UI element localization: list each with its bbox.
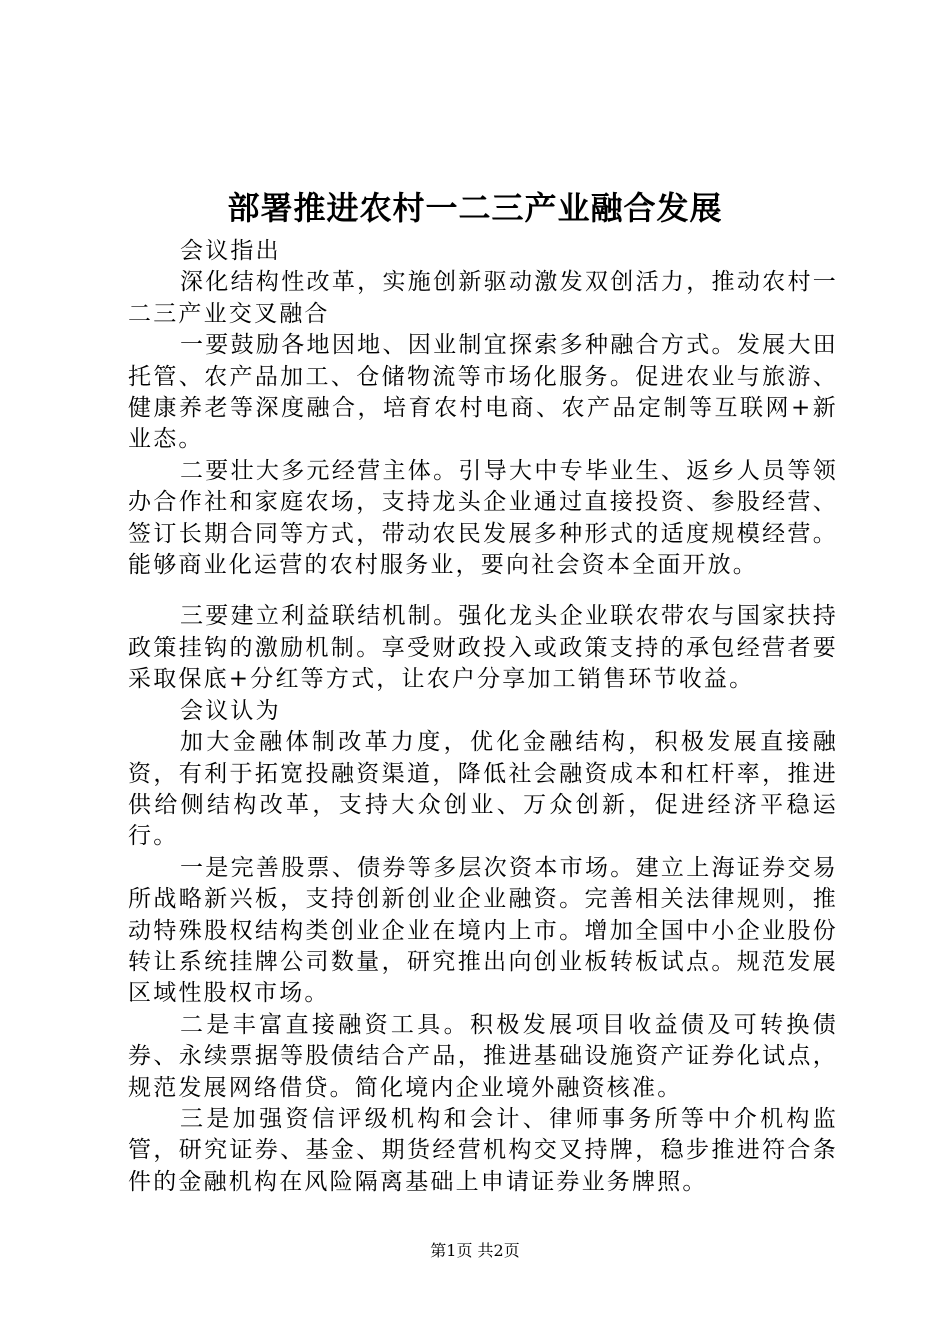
- paragraph-structural-reform: 深化结构性改革，实施创新驱动激发双创活力，推动农村一二三产业交叉融合: [128, 269, 838, 327]
- paragraph-meeting-pointed-out: 会议指出: [180, 238, 281, 264]
- paragraph-second-requirement: 二要壮大多元经营主体。引导大中专毕业生、返乡人员等领办合作社和家庭农场，支持龙头企业通过直接投资、参股经营、签订长期合同等方式，带动农民发展多种形式的适度规模经营。能够商业化运营的农村服务业，要向社会资本全面开放。: [128, 457, 838, 579]
- page-number-footer: 第1页 共2页: [430, 1241, 520, 1260]
- paragraph-third-requirement: 三要建立利益联结机制。强化龙头企业联农带农与国家扶持政策挂钩的激励机制。享受财政投入或政策支持的承包经营者要采取保底+分红等方式，让农户分享加工销售环节收益。: [128, 603, 838, 693]
- paragraph-financing-tools: 二是丰富直接融资工具。积极发展项目收益债及可转换债券、永续票据等股债结合产品，推进基础设施资产证券化试点，规范发展网络借贷。简化境内企业境外融资核准。: [128, 1011, 838, 1101]
- paragraph-first-requirement: 一要鼓励各地因地、因业制宜探索多种融合方式。发展大田托管、农产品加工、仓储物流等市场化服务。促进农业与旅游、健康养老等深度融合，培育农村电商、农产品定制等互联网+新业态。: [128, 332, 838, 453]
- paragraph-financial-reform: 加大金融体制改革力度，优化金融结构，积极发展直接融资，有利于拓宽投融资渠道，降低社会融资成本和杠杆率，推进供给侧结构改革，支持大众创业、万众创新，促进经济平稳运行。: [128, 729, 838, 850]
- paragraph-intermediary-regulation: 三是加强资信评级机构和会计、律师事务所等中介机构监管，研究证券、基金、期货经营机构交叉持牌，稳步推进符合条件的金融机构在风险隔离基础上申请证券业务牌照。: [128, 1105, 838, 1195]
- paragraph-capital-market: 一是完善股票、债券等多层次资本市场。建立上海证券交易所战略新兴板，支持创新创业企业融资。完善相关法律规则，推动特殊股权结构类创业企业在境内上市。增加全国中小企业股份转让系统挂牌公司数量，研究推出向创业板转板试点。规范发展区域性股权市场。: [128, 854, 838, 1007]
- paragraph-meeting-considered: 会议认为: [180, 697, 281, 724]
- document-body: [128, 236, 838, 1198]
- document-title: 部署推进农村一二三产业融合发展: [227, 189, 723, 227]
